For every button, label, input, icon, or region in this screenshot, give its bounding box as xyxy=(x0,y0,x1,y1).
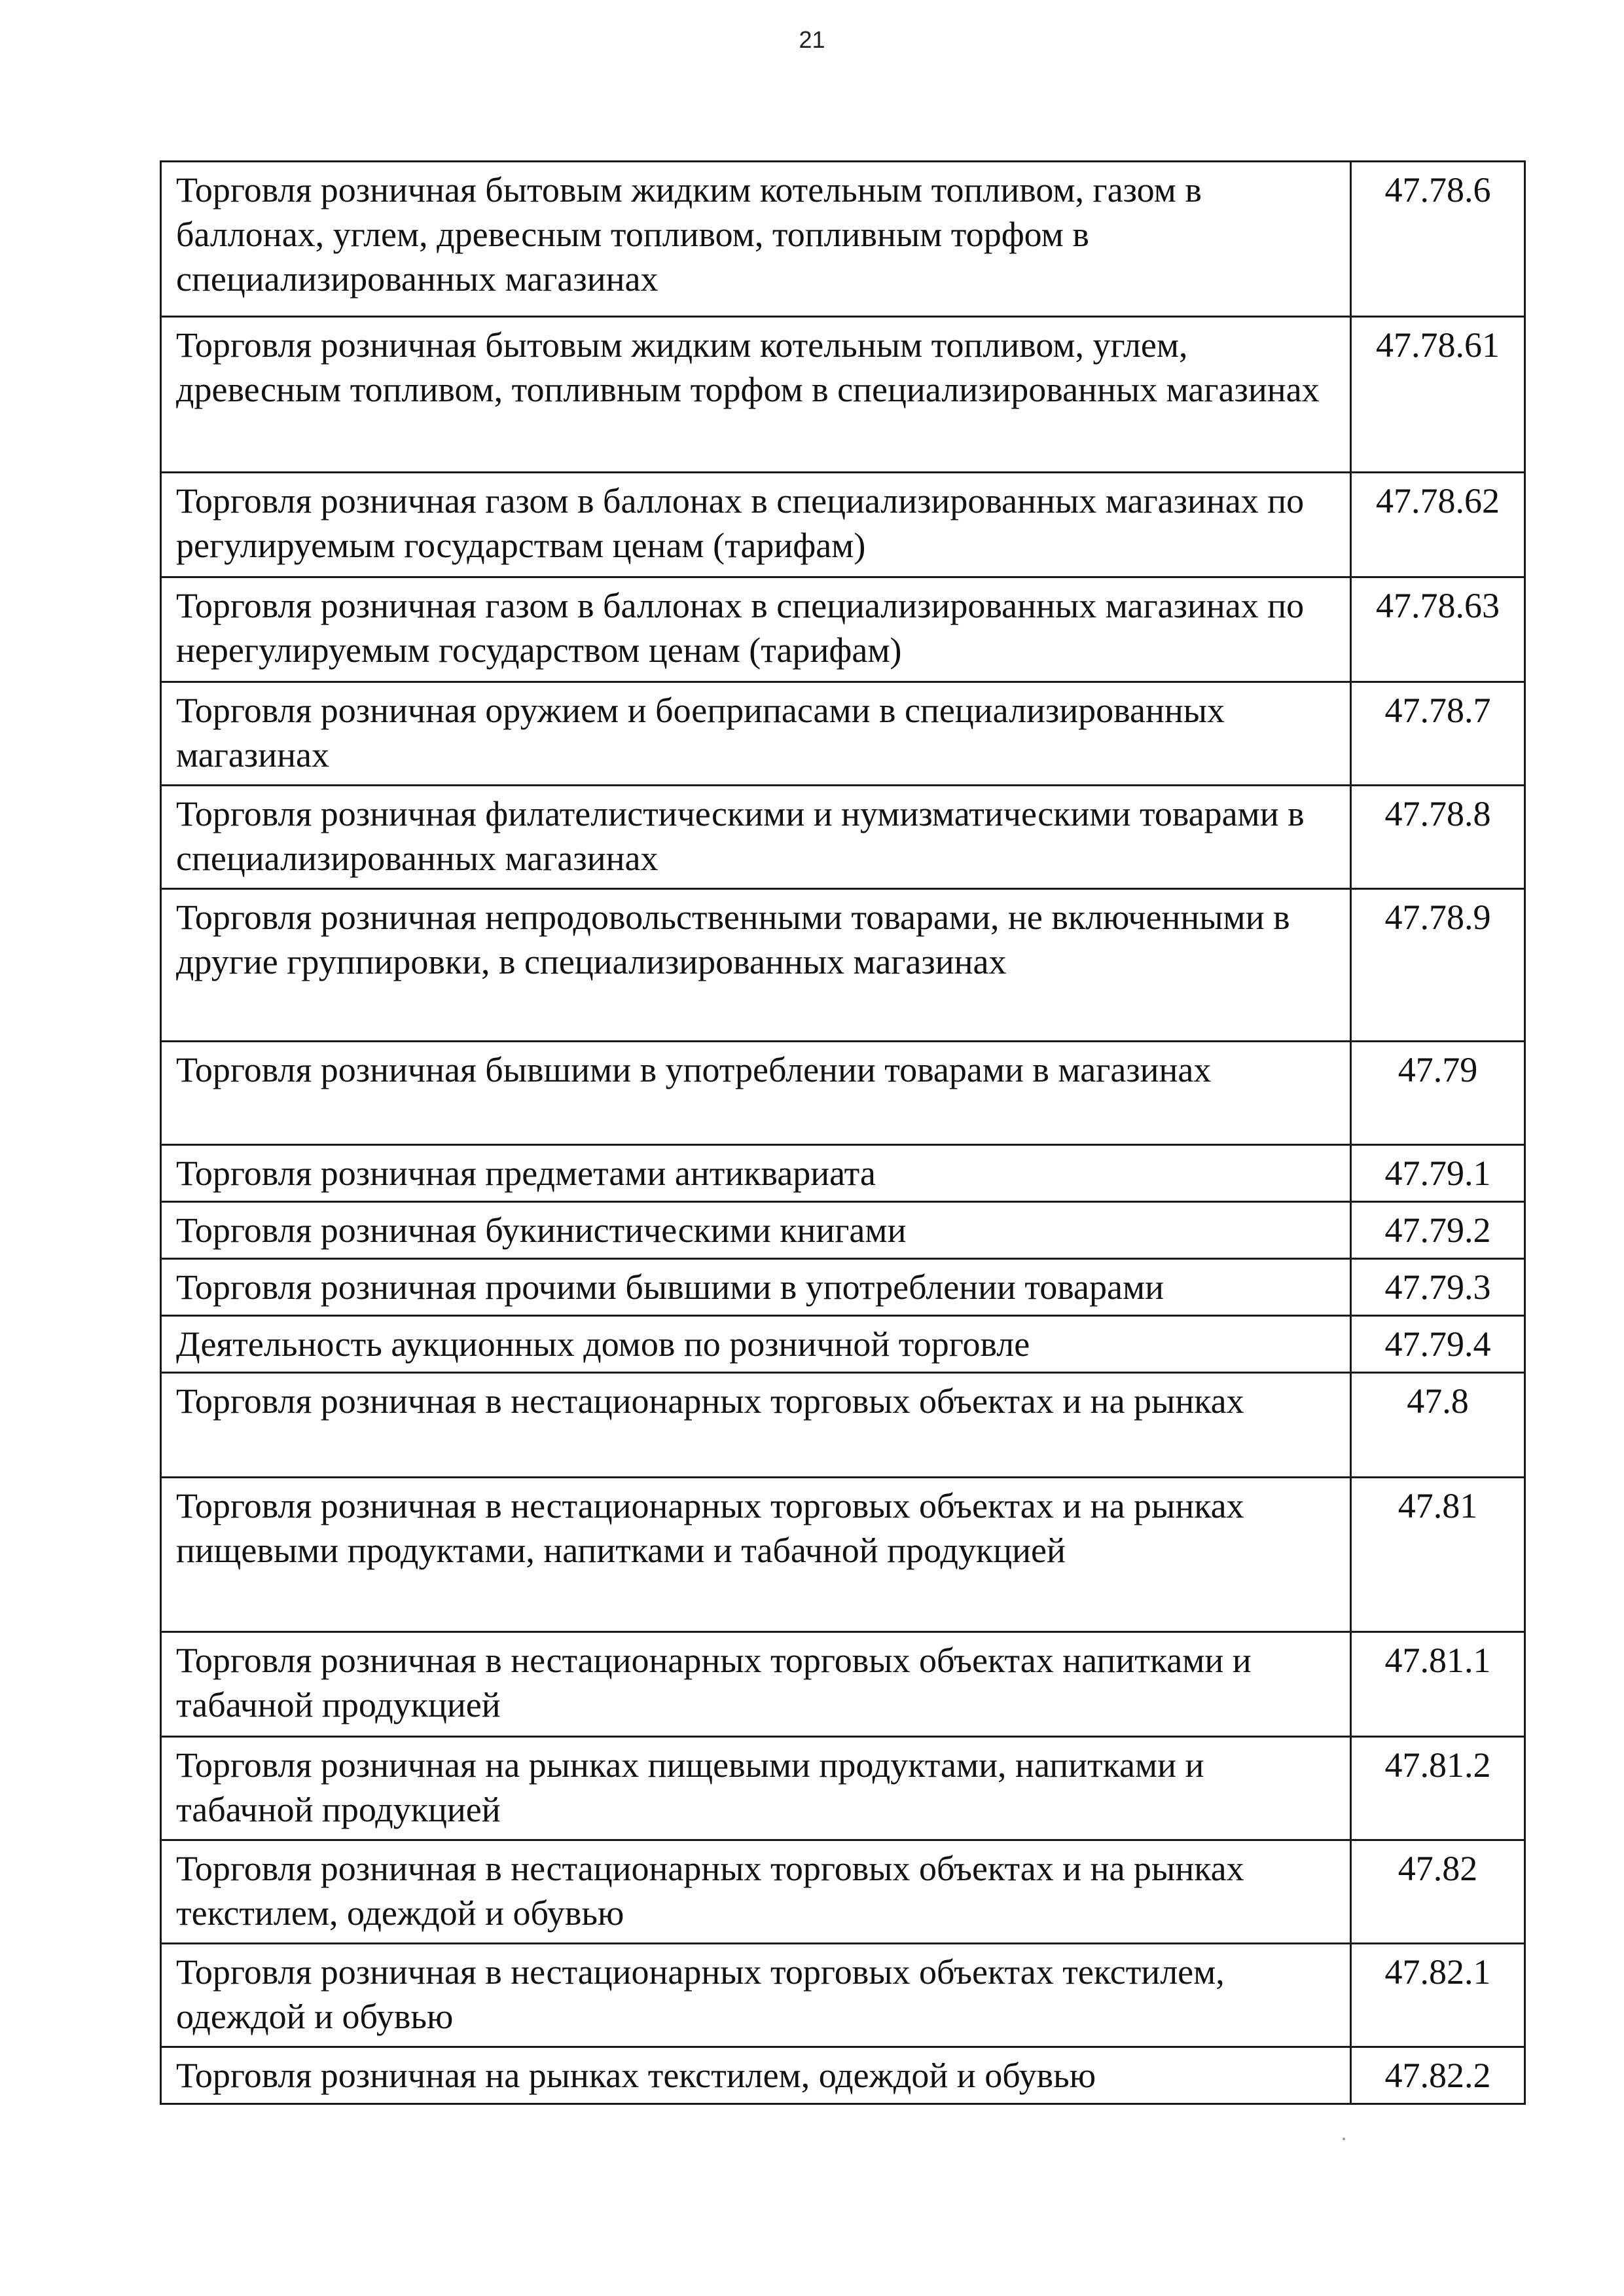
okved-code: 47.78.62 xyxy=(1351,473,1525,577)
table-row xyxy=(161,1373,1525,1478)
okved-code: 47.82.1 xyxy=(1351,1944,1525,2047)
table-row xyxy=(161,1042,1525,1145)
table-row xyxy=(161,162,1525,317)
okved-code: 47.78.6 xyxy=(1351,162,1525,317)
table-row xyxy=(161,889,1525,1042)
okved-code: 47.8 xyxy=(1351,1373,1525,1478)
table-row xyxy=(161,473,1525,577)
table-row xyxy=(161,317,1525,473)
activity-description: Торговля розничная прочими бывшими в употреблении товарами xyxy=(161,1259,1351,1316)
table-row xyxy=(161,1259,1525,1316)
activity-description: Торговля розничная бытовым жидким котельным топливом, газом в баллонах, углем, древесным топливом, топливным торфом в специализированных магазинах xyxy=(161,162,1351,317)
activity-description: Торговля розничная оружием и боеприпасами в специализированных магазинах xyxy=(161,682,1351,786)
table-row xyxy=(161,2047,1525,2104)
table-row xyxy=(161,1145,1525,1202)
okved-code: 47.78.9 xyxy=(1351,889,1525,1042)
table-row xyxy=(161,1202,1525,1259)
table-row xyxy=(161,1737,1525,1840)
page-number: 21 xyxy=(799,26,825,53)
okved-code: 47.79.3 xyxy=(1351,1259,1525,1316)
okved-code: 47.78.63 xyxy=(1351,577,1525,682)
activity-description: Торговля розничная на рынках текстилем, одеждой и обувью xyxy=(161,2047,1351,2104)
okved-code: 47.79.1 xyxy=(1351,1145,1525,1202)
okved-code: 47.81 xyxy=(1351,1478,1525,1632)
activity-description: Торговля розничная в нестационарных торговых объектах текстилем, одеждой и обувью xyxy=(161,1944,1351,2047)
table-row xyxy=(161,682,1525,786)
okved-code: 47.79.2 xyxy=(1351,1202,1525,1259)
table-row xyxy=(161,1840,1525,1944)
table-row xyxy=(161,1944,1525,2047)
okved-code: 47.78.61 xyxy=(1351,317,1525,473)
table-row xyxy=(161,577,1525,682)
okved-table xyxy=(160,160,1526,2105)
activity-description: Торговля розничная бытовым жидким котельным топливом, углем, древесным топливом, топливным торфом в специализированных магазинах xyxy=(161,317,1351,473)
activity-description: Торговля розничная в нестационарных торговых объектах и на рынках xyxy=(161,1373,1351,1478)
okved-code: 47.78.8 xyxy=(1351,786,1525,889)
activity-description: Торговля розничная филателистическими и нумизматическими товарами в специализированных магазинах xyxy=(161,786,1351,889)
okved-code: 47.82 xyxy=(1351,1840,1525,1944)
okved-code: 47.81.2 xyxy=(1351,1737,1525,1840)
table-row xyxy=(161,1478,1525,1632)
table-row xyxy=(161,1316,1525,1373)
okved-code: 47.78.7 xyxy=(1351,682,1525,786)
activity-description: Торговля розничная на рынках пищевыми продуктами, напитками и табачной продукцией xyxy=(161,1737,1351,1840)
scan-speck xyxy=(1343,2138,1345,2140)
okved-code: 47.81.1 xyxy=(1351,1632,1525,1737)
table-row xyxy=(161,786,1525,889)
activity-description: Торговля розничная бывшими в употреблении товарами в магазинах xyxy=(161,1042,1351,1145)
activity-description: Торговля розничная газом в баллонах в специализированных магазинах по нерегулируемым государством ценам (тарифам) xyxy=(161,577,1351,682)
activity-description: Торговля розничная в нестационарных торговых объектах напитками и табачной продукцией xyxy=(161,1632,1351,1737)
activity-description: Торговля розничная газом в баллонах в специализированных магазинах по регулируемым государствам ценам (тарифам) xyxy=(161,473,1351,577)
activity-description: Торговля розничная в нестационарных торговых объектах и на рынках текстилем, одеждой и обувью xyxy=(161,1840,1351,1944)
activity-description: Торговля розничная в нестационарных торговых объектах и на рынках пищевыми продуктами, напитками и табачной продукцией xyxy=(161,1478,1351,1632)
activity-description: Торговля розничная непродовольственными товарами, не включенными в другие группировки, в специализированных магазинах xyxy=(161,889,1351,1042)
okved-code: 47.82.2 xyxy=(1351,2047,1525,2104)
okved-code: 47.79 xyxy=(1351,1042,1525,1145)
table-row xyxy=(161,1632,1525,1737)
activity-description: Торговля розничная предметами антиквариата xyxy=(161,1145,1351,1202)
okved-code: 47.79.4 xyxy=(1351,1316,1525,1373)
activity-description: Торговля розничная букинистическими книгами xyxy=(161,1202,1351,1259)
activity-description: Деятельность аукционных домов по розничной торговле xyxy=(161,1316,1351,1373)
